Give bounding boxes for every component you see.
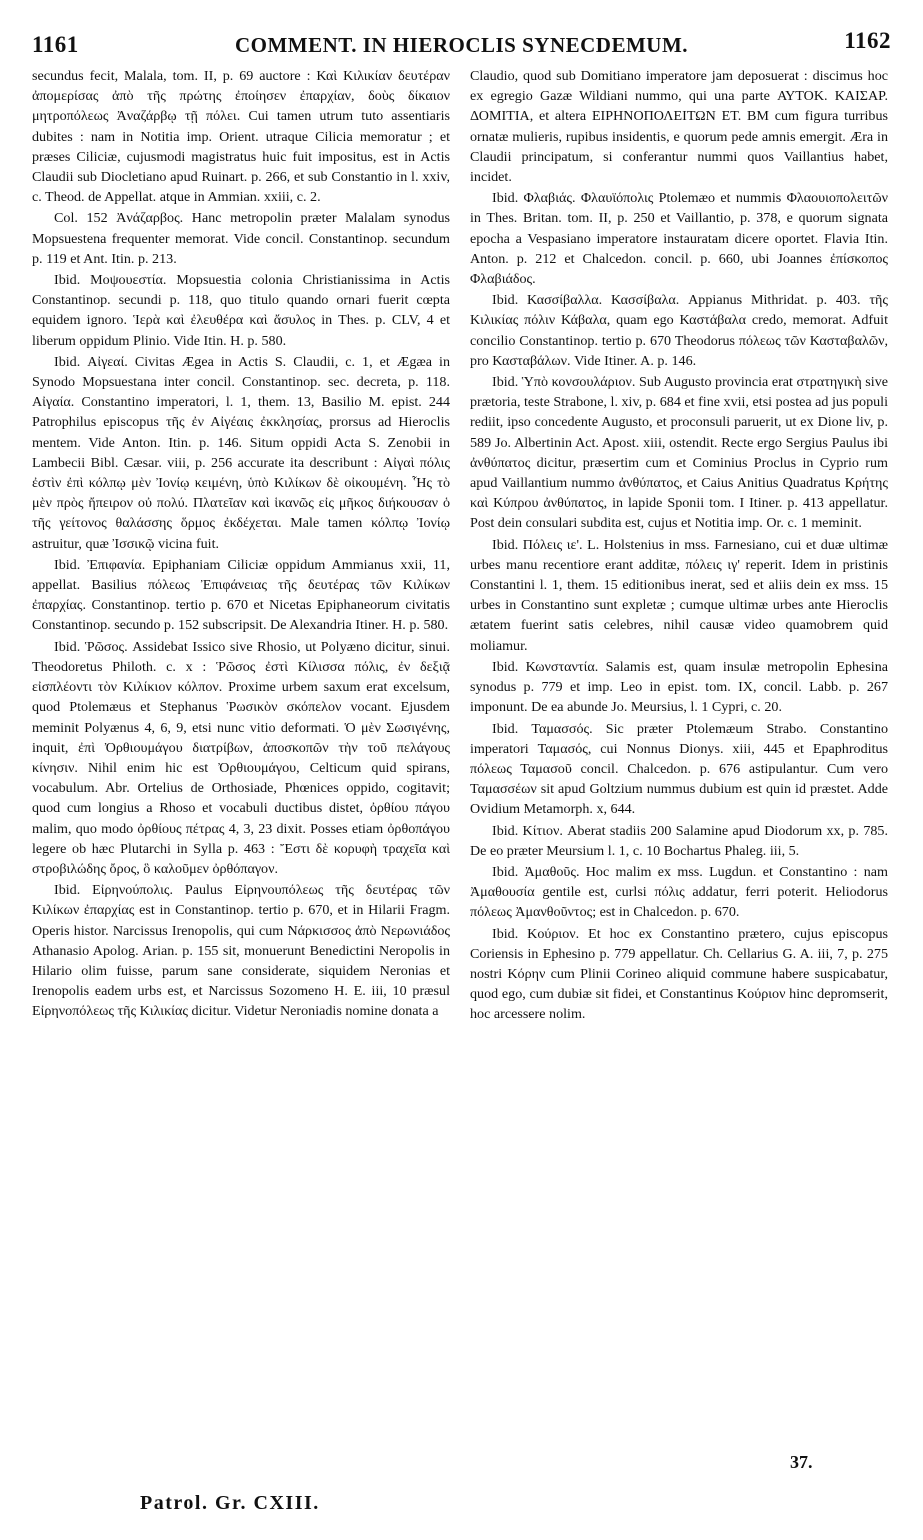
running-title: COMMENT. IN HIEROCLIS SYNECDEMUM. — [234, 33, 689, 57]
paragraph: Ibid. Κωνσταντία. Salamis est, quam insulæ metropolin Ephesina synodus p. 779 et imp. Leo in epist. tom. IX, concil. Labb. p. 267 imponunt. De ea abunde Jo. Meursius, l. 1 Cypri, c. 20. — [470, 658, 888, 716]
paragraph: Ibid. Φλαβιάς. Φλαυϊόπολις Ptolemæo et nummis Φλαουιοπολειτῶν in Thes. Britan. tom. II, p. 250 et Vaillantio, p. 378, e quorum signata epocha a Vespasiano imperatore instauratam dicere oportet. Flavia Itin. Anton. p. 212 et Chalcedon. concil. p. 660, ubi Joannes ἐπίσκοπος Φλαβιάδος. — [470, 190, 888, 288]
running-header — [32, 28, 891, 64]
paragraph: Ibid. Ὑπὸ κονσουλάριον. Sub Augusto provincia erat στρατηγικὴ sive prætoria, teste Strabone, l. xiv, p. 684 et fine xvii, etsi postea ad jus populi rediit, ipso concedente Augusto, et proconsuli paruerit, ut ex Dione liv, p. 589 Jo. Albertinin Act. Apost. xiii, ostendit. Recte ergo Sergius Paulus ibi ἀνθύπατος dicitur, præsertim cum et Cominius Proclus in Cyprio rum apud Vaillantium nummo ἀνθύπατος, et Caius Anitius Quadratus Κρήτης καὶ Κύπρου ἀνθύπατος, in lapide Sponii tom. I Itiner. p. 413 appellatur. Post dein consulari subdita est, cujus et Notitia imp. Or. c. 1 meminit. — [470, 374, 888, 532]
paragraph: secundus fecit, Malala, tom. II, p. 69 auctore : Καὶ Κιλικίαν δευτέραν ἀπομερίσας ἀπὸ τῆς πρώτης ἐποίησεν ἐπαρχίαν, δοὺς δίκαιον μητροπόλεως Ἀναζάρβῳ τῇ πόλει. Cui tamen utrum tuto assentiaris dubites : nam in Notitia imp. Orient. utraque Cilicia memoratur ; et præses Ciliciæ, cujusmodi magistratus huic fuit impositus, est in Actis Claudii sub Diocletiano apud Ruinart. p. 266, et sub Constantio in l. xxiv, c. Theod. de Appellat. atque in Ammian. xxiii, c. 2. — [32, 68, 450, 206]
paragraph: Ibid. Κίτιον. Aberat stadiis 200 Salamine apud Diodorum xx, p. 785. De eo præter Meursium l. 1, c. 10 Bochartus Phaleg. iii, 5. — [470, 822, 888, 859]
paragraph: Ibid. Αἰγεαί. Civitas Ægea in Actis S. Claudii, c. 1, et Ægæa in Synodo Mopsuestana inter concil. Constantinop. sec. decreta, p. 118. Αἰγαία. Constantino imperatori, l. 1, them. 13, Basilio M. epist. 244 Patrophilus episcopus τῆς ἐν Αἰγέαις ἐκκλησίας, prorsus ad Hieroclis mentem. Vide Anton. Itin. p. 146. Situm oppidi Acta S. Zenobii in Lambecii Bibl. Cæsar. viii, p. 256 accurate ita describunt : Αἰγαὶ πόλις ἐστὶν ἐπὶ κόλπῳ μὲν Ἰονίῳ κειμένη, ὑπὸ Κιλίκων δὲ οἰκουμένη. Ἧς τὸ μὲν πρὸς ἤπειρον οὐ πολύ. Πλατεῖαν καὶ ἱκανῶς εἰς μῆκος διήκουσαν ὁ τῆς γείτονος θαλάσσης ὅρμος ἐκδέχεται. Male tamen κόλπῳ Ἰονίῳ astruitur, quæ Ἰσσικῷ vicina fuit. — [32, 353, 450, 552]
paragraph: Ibid. Κασσίβαλλα. Κασσίβαλα. Appianus Mithridat. p. 403. τῆς Κιλικίας πόλιν Κάβαλα, quam ego Καστάβαλα credo, memorat. Adfuit concilio Constantinop. tertio p. 670 Theodorus πόλεως τῶν Κασταβαλῶν, pro Κασταβάλων. Vide Itiner. A. p. 146. — [470, 292, 888, 369]
paragraph: Ibid. Πόλεις ιε'. L. Holstenius in mss. Farnesiano, cui et duæ ultimæ urbes manu recentiore erant additæ, πόλεις ιγ' reperit. Idem in pristinis Constantini l. 1, them. 15 editionibus inerat, sed et aliis dein ex mss. 15 urbes in Constantino sunt expletæ ; cumque ultimæ urbes ante Hieroclis ætatem fuerint satis celebres, nihil causæ video quamobrem quid moliamur. — [470, 536, 888, 654]
right-page-number: 1162 — [844, 28, 891, 53]
left-page-number: 1161 — [32, 32, 79, 57]
paragraph: Col. 152 Ἀνάζαρβος. Hanc metropolin præter Malalam synodus Mopsuestena frequenter memorat. Vide concil. Constantinop. secundum p. 119 et Ant. Itin. p. 213. — [32, 210, 450, 267]
paragraph: Ibid. Ταμασσός. Sic præter Ptolemæum Strabo. Constantino imperatori Ταμασός, cui Nonnus Dionys. xiii, 445 et Epaphroditus πόλεως Ταμασοῦ concil. Chalcedon. p. 676 astipulantur. Cum vero Ταμασσέων sit apud Goltzium nummus dubium est quin id præstet. Adde Ovidium Metamorph. x, 644. — [470, 720, 888, 818]
footer-signature: Patrol. Gr. CXIII. — [140, 1492, 320, 1514]
paragraph: Ibid. Κούριον. Et hoc ex Constantino prætero, cujus episcopus Coriensis in Ephesino p. 779 appellatur. Ch. Cellarius G. A. iii, 7, p. 275 nostri Κόρην cum Plinii Corineo aliquid commune habere suspicabatur, quod ego, cum dubiæ sit fidei, et Constantinus Κούριον hinc depromserit, hoc arcessere nolim. — [470, 925, 888, 1023]
paragraph: Claudio, quod sub Domitiano imperatore jam deposuerat : discimus hoc ex egregio Gazæ Wildiani nummo, qui una parte ΑΥΤΟΚ. ΚΑΙΣΑΡ. ΔΟΜΙΤΙΑ, et altera ΕΙΡΗΝΟΠΟΛΕΙΤΩΝ ΕΤ. ΒΜ cum figura turribus ornatæ mulieris, rupibus insidentis, e quorum pede amnis emergit. Æra in Claudii principatum, si conferantur nummi quos Vaillantius habet, incidet. — [470, 68, 888, 186]
sheet-number: 37. — [790, 1452, 813, 1472]
paragraph: Ibid. Ἐπιφανία. Epiphaniam Ciliciæ oppidum Ammianus xxii, 11, appellat. Basilius πόλεως Ἐπιφάνειας τῆς δευτέρας τῶν Κιλίκων ἐπαρχίας. Constantinop. tertio p. 670 et Nicetas Epiphaneorum civitatis Constantinop. secundo p. 152 subscripsit. De Alexandria Itiner. H. p. 580. — [32, 556, 450, 634]
paragraph: Ibid. Ἀμαθοῦς. Hoc malim ex mss. Lugdun. et Constantino : nam Ἀμαθουσία gentile est, curlsi πόλις addatur, ferri poterit. Heliodorus πόλεως Ἀμανθοῦντος; est in Chalcedon. p. 670. — [470, 863, 888, 921]
right-column — [470, 66, 888, 1466]
left-column — [32, 66, 450, 1456]
paragraph: Ibid. Ῥῶσος. Assidebat Issico sive Rhosio, ut Polyæno dicitur, sinui. Theodoretus Philoth. c. x : Ῥῶσος ἐστὶ Κίλισσα πόλις, ἐν δεξιᾷ εἰσπλέοντι τὸν Κιλίκιον κόλπον. Proxime urbem saxum erat excelsum, quod Ptolemæus et Stephanus Ῥωσικὸν σκόπελον vocant. Ejusdem meminit Polyænus 4, 6, 9, etsi nunc vitio deformati. Ὁ μὲν Σωσιγένης, inquit, ἐπὶ Ὀρθιουμάγου διατρίβων, ἀποσκοπῶν τὴν τοῦ πελάγους κίνησιν. Nihil enim hic est Ὀρθιουμάγου, Celticum quid spirans, vocabulum. Abr. Ortelius de Orthosiade, Phœnices oppido, cogitavit; quod cum longius a Rhoso et vocabuli ductibus distet, ὀρθίου πάγου malim, quo modo ὀρθίους πέτρας 4, 3, 23 dixit. Posses etiam ὀρθοπάγου legere ob hæc Plutarchi in Sylla p. 463 : Ἔστι δὲ κορυφὴ τραχεῖα καὶ στροβιλώδης ὄρος, ὃ καλοῦμεν ὀρθόπαγον. — [32, 638, 450, 877]
paragraph: Ibid. Μοψουεστία. Mopsuestia colonia Christianissima in Actis Constantinop. secundi p. 118, quo titulo quando ornari fuerit cœpta equidem ignoro. Ἱερὰ καὶ ἐλευθέρα καὶ ἄσυλος in Thes. p. CLV, 4 et liberum oppidum Plinio. Vide Itin. H. p. 580. — [32, 272, 450, 349]
paragraph: Ibid. Εἰρηνούπολις. Paulus Εἰρηνουπόλεως τῆς δευτέρας τῶν Κιλίκων ἐπαρχίας est in Constantinop. tertio p. 670, et in Hilarii Fragm. Operis histor. Narcissus Irenopolis, qui cum Νάρκισσος ἀπὸ Νερωνιάδος Athanasio Apolog. Arian. p. 155 sit, monuerunt Benedictini Neropolis in Hilario olim fuisse, parum sane considerate, siquidem Neronias et Irenopolis eadem urbs est, et Narcissus Sozomeno H. E. iii, 10 præsul Εἰρηνοπόλεως τῆς Κιλικίας dicitur. Videtur Neroniadis nomine donata a — [32, 882, 450, 1020]
